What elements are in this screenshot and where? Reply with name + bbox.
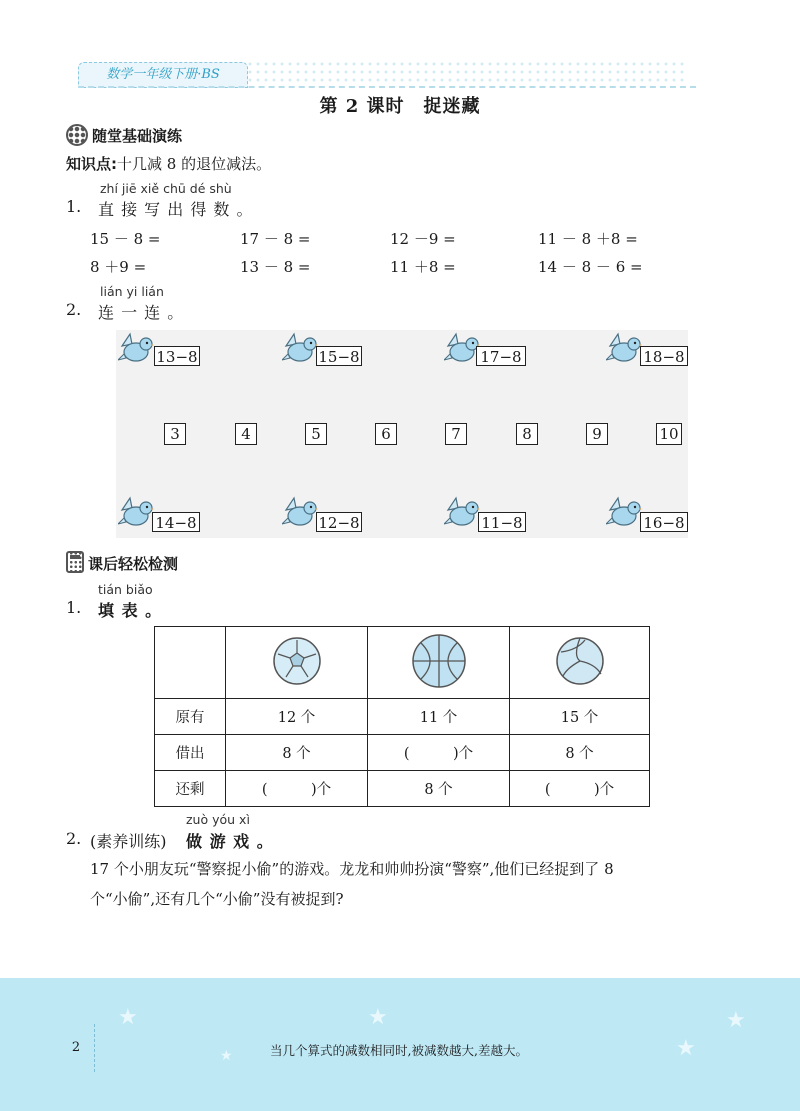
star-icon: ★ <box>676 1036 696 1061</box>
ball-cell <box>368 627 510 699</box>
q4-number: 2. <box>66 829 82 848</box>
ball-cell <box>226 627 368 699</box>
answer-blank-cell[interactable]: ( )个 <box>368 735 510 771</box>
bird-icon <box>282 332 318 366</box>
star-icon: ★ <box>368 1005 388 1030</box>
number-box[interactable]: 8 <box>516 423 538 445</box>
section-title-homework: 课后轻松检测 <box>88 555 179 573</box>
bird-card[interactable] <box>444 496 523 534</box>
q4-body-line1: 17 个小朋友玩“警察捉小偷”的游戏。龙龙和帅帅扮演“警察”,他们已经捉到了 8 <box>90 860 614 878</box>
q2-number: 2. <box>66 300 82 319</box>
fill-table <box>154 626 650 807</box>
q3-number: 1. <box>66 598 82 617</box>
equation: 14 － 8 － 6 = <box>538 258 643 276</box>
star-icon: ★ <box>118 1005 138 1030</box>
equation: 13 － 8 = <box>240 258 311 276</box>
table-corner-cell <box>155 627 226 699</box>
equation: 12 －9 = <box>390 230 456 248</box>
row-label: 借出 <box>155 735 226 771</box>
bird-card[interactable] <box>606 332 685 370</box>
q4-instruction: 做 游 戏 。 <box>186 832 274 851</box>
page-title: 第 2 课时 捉迷藏 <box>319 96 481 117</box>
footer-tip: 当几个算式的减数相同时,被减数越大,差越大。 <box>270 1043 528 1058</box>
card-expression: 16−8 <box>640 512 688 532</box>
header-dot-pattern <box>246 60 686 86</box>
card-expression: 14−8 <box>152 512 200 532</box>
soccer-ball-icon <box>272 636 322 686</box>
card-expression: 17−8 <box>476 346 526 366</box>
q4-pinyin: zuò yóu xì <box>186 812 250 827</box>
table-row <box>155 771 650 807</box>
bird-card[interactable] <box>444 332 522 370</box>
bird-icon <box>606 496 642 530</box>
film-reel-icon <box>66 124 88 146</box>
table-cell: 15 个 <box>510 699 650 735</box>
number-box[interactable]: 7 <box>445 423 467 445</box>
bird-icon <box>606 332 642 366</box>
bird-icon <box>118 496 154 530</box>
table-header-row <box>155 627 650 699</box>
row-label: 还剩 <box>155 771 226 807</box>
equation: 17 － 8 = <box>240 230 311 248</box>
equation: 11 ＋8 = <box>390 258 456 276</box>
q3-instruction: 填 表 。 <box>98 601 163 620</box>
number-box[interactable]: 10 <box>656 423 682 445</box>
table-cell: 11 个 <box>368 699 510 735</box>
number-box[interactable]: 3 <box>164 423 186 445</box>
knowledge-text: 十几减 8 的退位减法。 <box>117 155 272 173</box>
bird-icon <box>118 332 154 366</box>
number-box[interactable]: 9 <box>586 423 608 445</box>
q2-pinyin: lián yi lián <box>100 284 164 299</box>
knowledge-label: 知识点: <box>66 155 117 173</box>
card-expression: 11−8 <box>478 512 526 532</box>
row-label: 原有 <box>155 699 226 735</box>
bird-card[interactable] <box>118 496 197 534</box>
q3-pinyin: tián biǎo <box>98 582 153 597</box>
ball-cell <box>510 627 650 699</box>
equation: 11 － 8 ＋8 = <box>538 230 638 248</box>
equation: 15 － 8 = <box>90 230 161 248</box>
q1-number: 1. <box>66 197 82 216</box>
q4-body-line2: 个“小偷”,还有几个“小偷”没有被捉到? <box>90 890 344 908</box>
answer-blank-cell[interactable]: ( )个 <box>510 771 650 807</box>
knowledge-point <box>66 153 271 174</box>
bird-icon <box>444 332 480 366</box>
table-cell: 8 个 <box>510 735 650 771</box>
table-cell: 8 个 <box>368 771 510 807</box>
volleyball-icon <box>555 636 605 686</box>
card-expression: 18−8 <box>640 346 688 366</box>
page-number: 2 <box>58 1024 95 1072</box>
card-expression: 12−8 <box>316 512 362 532</box>
star-icon: ★ <box>220 1048 233 1064</box>
number-box[interactable]: 5 <box>305 423 327 445</box>
q2-instruction: 连 一 连 。 <box>98 303 185 322</box>
bird-card[interactable] <box>118 332 198 370</box>
header-divider <box>78 86 696 88</box>
number-box[interactable]: 4 <box>235 423 257 445</box>
table-cell: 8 个 <box>226 735 368 771</box>
bird-card[interactable] <box>282 332 360 370</box>
bird-card[interactable] <box>282 496 360 534</box>
bird-card[interactable] <box>606 496 685 534</box>
table-cell: 12 个 <box>226 699 368 735</box>
q4-prefix: (素养训练) <box>90 832 167 851</box>
card-expression: 13−8 <box>154 346 200 366</box>
bird-icon <box>282 496 318 530</box>
table-row <box>155 699 650 735</box>
q1-instruction: 直 接 写 出 得 数 。 <box>98 200 254 219</box>
star-icon: ★ <box>726 1008 746 1033</box>
section-title-practice: 随堂基础演练 <box>92 127 183 145</box>
bird-icon <box>444 496 480 530</box>
book-label: 数学一年级下册·BS <box>78 62 248 88</box>
table-row <box>155 735 650 771</box>
q1-pinyin: zhí jiē xiě chū dé shù <box>100 181 232 196</box>
basketball-icon <box>411 633 467 689</box>
number-box[interactable]: 6 <box>375 423 397 445</box>
card-expression: 15−8 <box>316 346 362 366</box>
answer-blank-cell[interactable]: ( )个 <box>226 771 368 807</box>
calculator-icon <box>66 551 84 573</box>
equation: 8 ＋9 = <box>90 258 147 276</box>
